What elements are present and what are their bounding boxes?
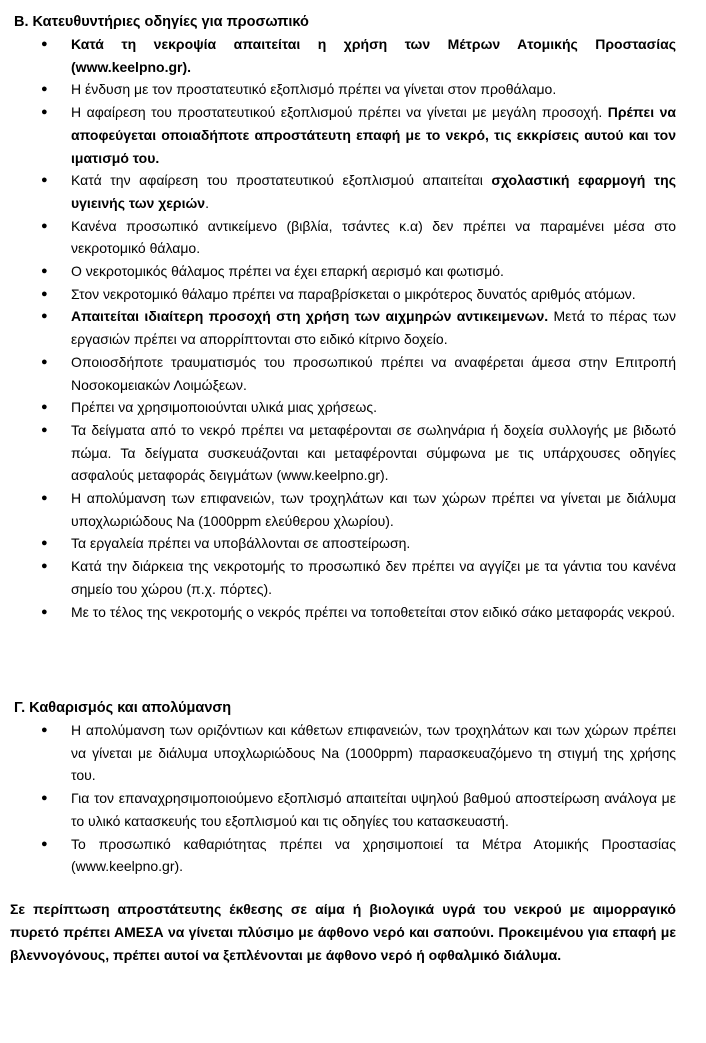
emphasized-text: σχολαστική εφαρμογή της υγιεινής των χεριών <box>71 172 677 211</box>
bullet-icon: ● <box>41 287 48 300</box>
bullet-icon: ● <box>41 83 48 96</box>
bullet-icon: ● <box>41 423 48 436</box>
bullet-icon: ● <box>41 265 48 278</box>
bullet-icon: ● <box>41 401 48 414</box>
bullet-icon: ● <box>41 605 48 618</box>
list-item <box>14 833 676 878</box>
item-text: Με το τέλος της νεκροτομής ο νεκρός πρέπει να τοποθετείται στον ειδικό σάκο μεταφοράς νεκρού. <box>71 603 676 620</box>
list-item <box>14 351 676 396</box>
item-text: Κατά την αφαίρεση του προστατευτικού εξοπλισμού απαιτείται <box>71 172 492 189</box>
staff-guidelines-list <box>14 33 676 623</box>
bullet-icon: ● <box>41 492 48 505</box>
list-item <box>14 787 676 832</box>
bullet-icon: ● <box>41 724 48 736</box>
bullet-icon: ● <box>41 355 48 368</box>
list-item <box>14 487 676 532</box>
list-item <box>14 215 676 260</box>
item-text: Μετά το πέρας των εργασιών πρέπει να απορρίπτονται στο ειδικό κίτρινο δοχείο. <box>71 308 676 348</box>
list-item <box>14 305 676 350</box>
item-text: Κανένα προσωπικό αντικείμενο (βιβλία, τσάντες κ.α) δεν πρέπει να παραμένει μέσα στο νεκροτομικό θάλαμο. <box>71 217 676 257</box>
item-text: Το προσωπικό καθαριότητας πρέπει να χρησιμοποιεί τα Μέτρα Ατομικής Προστασίας (www.keelpno.gr). <box>71 835 676 875</box>
section-heading: Γ. Καθαρισμός και απολύμανση <box>14 700 232 716</box>
bullet-icon: ● <box>41 560 48 573</box>
item-text: Τα εργαλεία πρέπει να υποβάλλονται σε αποστείρωση. <box>71 535 411 552</box>
item-text: Πρέπει να χρησιμοποιούνται υλικά μιας χρήσεως. <box>71 399 377 416</box>
bullet-icon: ● <box>41 219 48 232</box>
bullet-icon: ● <box>41 106 48 119</box>
list-item <box>14 396 676 419</box>
list-item <box>14 101 676 169</box>
item-text: Η απολύμανση των οριζόντιων και κάθετων επιφανειών, των τροχηλάτων και των χώρων πρέπει να γίνεται με διάλυμα υποχλωριώδους Na (1000ppm) παρασκευαζόμενο τη στιγμή της χρήσης του. <box>71 722 676 784</box>
emphasized-text: Απαιτείται ιδιαίτερη προσοχή στη χρήση των αιχμηρών αντικειμενων. <box>71 308 549 325</box>
list-item <box>14 169 676 214</box>
list-item <box>14 601 676 624</box>
bullet-icon: ● <box>41 537 48 550</box>
emphasized-text: Πρέπει να αποφεύγεται οποιαδήποτε απροστάτευτη επαφή με το νεκρό, τις εκκρίσεις αυτού και τον ιματισμό του. <box>71 104 676 166</box>
item-text: . <box>205 194 209 211</box>
bullet-icon: ● <box>41 837 48 850</box>
exposure-warning: Σε περίπτωση απροστάτευτης έκθεσης σε αίμα ή βιολογικά υγρά του νεκρού με αιμορραγικό πυρετό πρέπει ΑΜΕΣΑ να γίνεται πλύσιμο με άφθονο νερό και σαπούνι. Προκειμένου για επαφή με βλεννογόνους, πρέπει αυτοί να ξεπλένονται με άφθονο νερό ή οφθαλμικό διάλυμα. <box>10 901 676 963</box>
bullet-icon: ● <box>41 792 48 805</box>
list-item <box>14 555 676 600</box>
item-text: Η αφαίρεση του προστατευτικού εξοπλισμού πρέπει να γίνεται με μεγάλη προσοχή. <box>71 104 608 121</box>
item-text: Στον νεκροτομικό θάλαμο πρέπει να παραβρίσκεται ο μικρότερος δυνατός αριθμός ατόμων. <box>71 285 636 302</box>
list-item <box>14 419 676 487</box>
section-heading: Β. Κατευθυντήριες οδηγίες για προσωπικό <box>14 14 309 30</box>
bullet-icon: ● <box>41 310 48 323</box>
list-item <box>14 719 676 787</box>
item-text: Τα δείγματα από το νεκρό πρέπει να μεταφέρονται σε σωληνάρια ή δοχεία συλλογής με βιδωτό πώμα. Τα δείγματα συσκευάζονται και μεταφέρονται σύμφωνα με τις υπάρχουσες οδηγίες ασφαλούς μεταφοράς δειγμάτων (www.keelpno.gr). <box>71 421 676 484</box>
section-staff-guidelines <box>14 11 676 623</box>
item-text: Κατά την διάρκεια της νεκροτομής το προσωπικό δεν πρέπει να αγγίζει με τα γάντια του κανένα σημείο του χώρου (π.χ. πόρτες). <box>71 558 676 597</box>
item-text: Η απολύμανση των επιφανειών, των τροχηλάτων και των χώρων πρέπει να γίνεται με διάλυμα υποχλωριώδους Na (1000ppm ελεύθερου χλωρίου). <box>71 490 676 529</box>
cleaning-list <box>14 719 676 878</box>
section-cleaning-disinfection <box>14 697 676 878</box>
list-item <box>14 260 676 283</box>
list-item <box>14 78 676 101</box>
item-text: Οποιοσδήποτε τραυματισμός του προσωπικού πρέπει να αναφέρεται άμεσα στην Επιτροπή Νοσοκομειακών Λοιμώξεων. <box>71 353 676 393</box>
bullet-icon: ● <box>41 38 48 50</box>
list-item <box>14 33 676 78</box>
item-text: Η ένδυση με τον προστατευτικό εξοπλισμό πρέπει να γίνεται στον προθάλαμο. <box>71 81 557 98</box>
bullet-icon: ● <box>41 174 48 187</box>
item-text: Για τον επαναχρησιμοποιούμενο εξοπλισμό απαιτείται υψηλού βαθμού αποστείρωση ανάλογα με το υλικό κατασκευής του εξοπλισμού και τις οδηγίες του κατασκευαστή. <box>71 790 676 829</box>
emphasized-text: Κατά τη νεκροψία απαιτείται η χρήση των Μέτρων Ατομικής Προστασίας (www.keelpno.gr). <box>71 36 676 75</box>
item-text: Ο νεκροτομικός θάλαμος πρέπει να έχει επαρκή αερισμό και φωτισμό. <box>71 263 504 280</box>
list-item <box>14 283 676 306</box>
list-item <box>14 532 676 555</box>
